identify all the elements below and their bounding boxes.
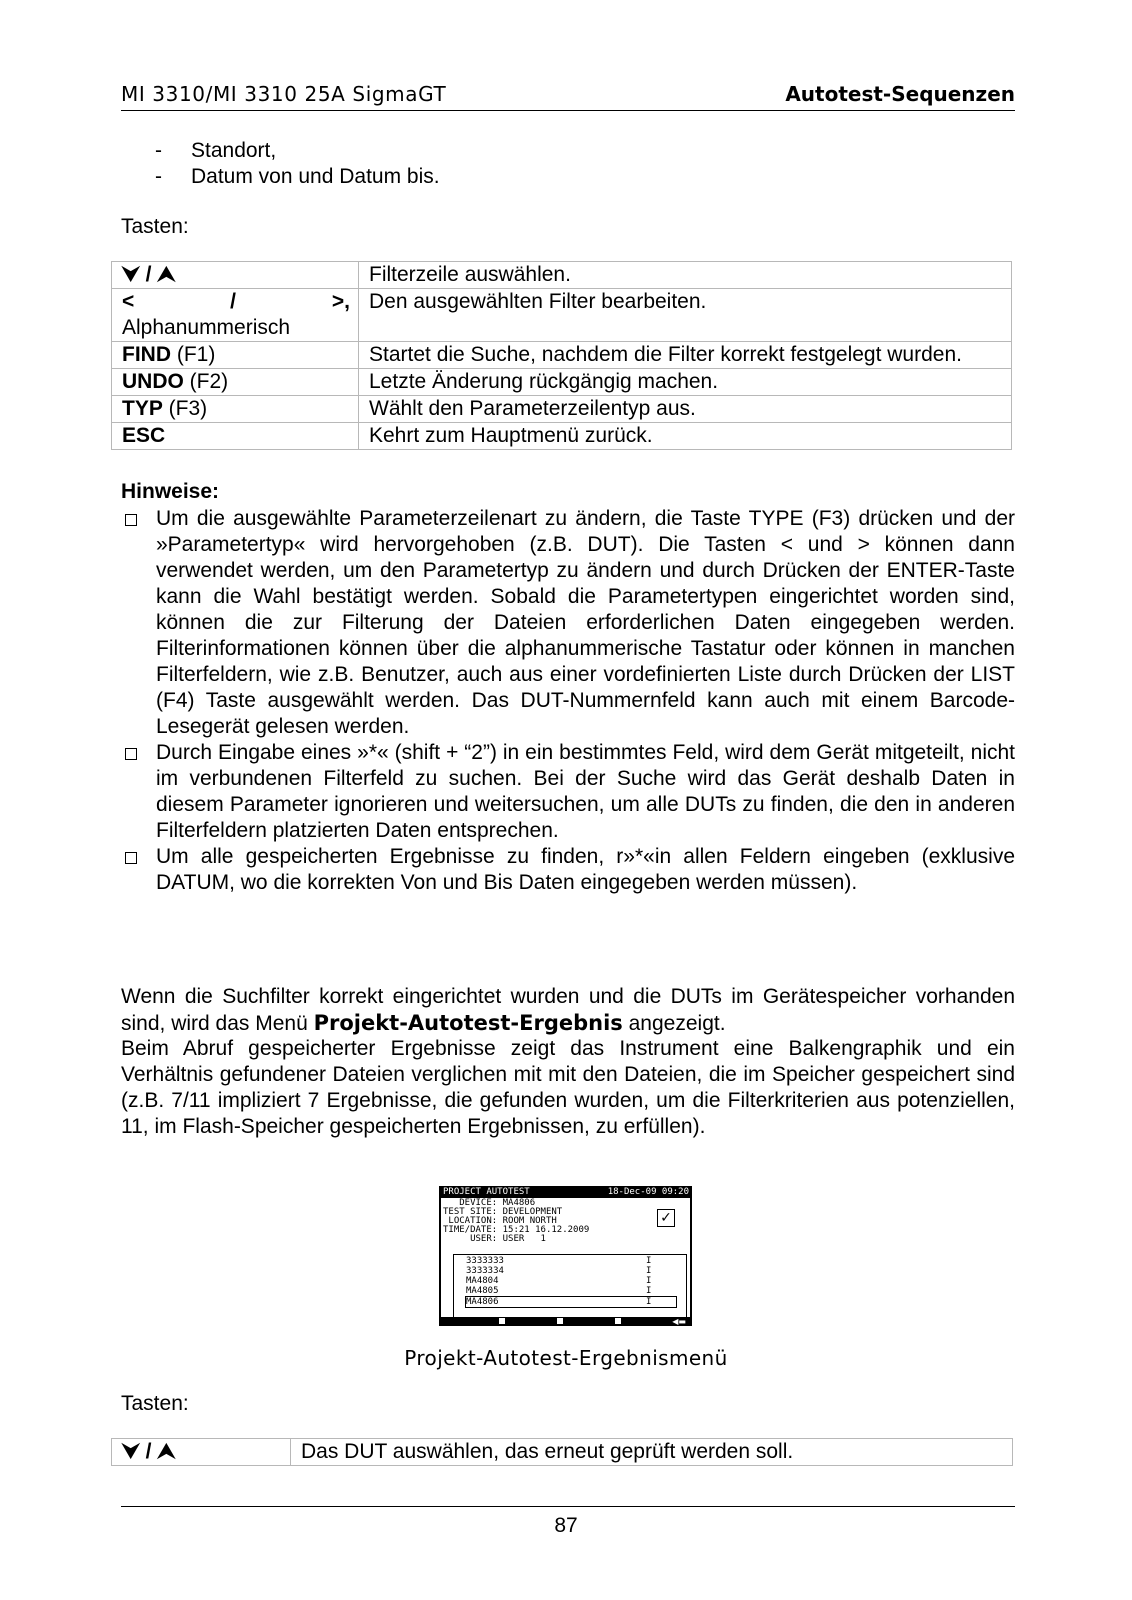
key-name: Alphanummerisch	[122, 316, 291, 339]
list-item-status: I	[646, 1266, 652, 1276]
list-item-selected: MA4806	[466, 1297, 499, 1307]
function-key-marker	[557, 1318, 563, 1324]
bullet-list	[155, 138, 440, 190]
key-description: Den ausgewählten Filter bearbeiten.	[359, 289, 1012, 342]
table-row: UNDO (F2) Letzte Änderung rückgängig machen.	[112, 369, 1012, 396]
keys-table	[111, 261, 1012, 450]
key-description: Startet die Suche, nachdem die Filter korrekt festgelegt wurden.	[359, 342, 1012, 369]
list-item: - Datum von und Datum bis.	[155, 165, 440, 188]
list-item: - Standort,	[155, 139, 277, 162]
screen-result-list	[453, 1254, 687, 1318]
screen-title: PROJECT AUTOTEST	[443, 1187, 530, 1197]
table-row	[112, 262, 1012, 289]
header-manual-title: MI 3310/MI 3310 25A SigmaGT	[121, 82, 447, 106]
function-key-marker	[499, 1318, 505, 1324]
key-arrows-up-down: ⮟ / ⮝	[122, 263, 176, 286]
list-item-status: I	[646, 1256, 652, 1266]
table-row	[112, 1439, 1013, 1466]
key-description: Wählt den Parameterzeilentyp aus.	[359, 396, 1012, 423]
keys-table-2	[111, 1438, 1013, 1466]
key-description: Kehrt zum Hauptmenü zurück.	[359, 423, 1012, 450]
header-section-title: Autotest-Sequenzen	[785, 82, 1015, 106]
footer-divider	[121, 1506, 1015, 1507]
key-description: Filterzeile auswählen.	[359, 262, 1012, 289]
note-item: Um alle gespeicherten Ergebnisse zu finden, r»*«in allen Feldern eingeben (exklusive DATUM, wo die korrekten Von und Bis Daten eingegeben werden müssen).	[121, 844, 1015, 896]
page-header	[121, 80, 1015, 111]
figure-caption: Projekt-Autotest-Ergebnismenü	[404, 1346, 728, 1370]
screen-datetime: 18-Dec-09 09:20	[607, 1187, 689, 1197]
table-row: TYP (F3) Wählt den Parameterzeilentyp aus.	[112, 396, 1012, 423]
list-item: MA4804	[466, 1276, 499, 1286]
checkbox-checked-icon: ✓	[657, 1209, 675, 1227]
hinweise-title: Hinweise:	[121, 480, 220, 503]
paragraph-results-menu: Wenn die Suchfilter korrekt eingerichtet wurden und die DUTs im Gerätespeicher vorhanden sind, wird das Menü Projekt-Autotest-Ergebnis angezeigt.	[121, 985, 1015, 1035]
notes-list	[121, 506, 1015, 896]
key-arrows-left-right: < / >,	[122, 290, 350, 313]
list-item: 3333333	[466, 1256, 504, 1266]
device-screenshot	[439, 1186, 692, 1326]
paragraph-bar-graph: Beim Abruf gespeicherter Ergebnisse zeigt das Instrument eine Balkengraphik und ein Verhältnis gefundener Dateien verglichen mit mit den Dateien, die im Speicher gespeichert sind (z.B. 7/11 impliziert 7 Ergebnisse, die gefunden wurden, um die Filterkriterien aus potenziellen, 11, im Flash-Speicher gespeicherten Ergebnissen, zu erfüllen).	[121, 1037, 1015, 1138]
table-row: FIND (F1) Startet die Suche, nachdem die Filter korrekt festgelegt wurden.	[112, 342, 1012, 369]
tasten-label-2: Tasten:	[121, 1392, 189, 1415]
key-description: Das DUT auswählen, das erneut geprüft werden soll.	[291, 1439, 1013, 1466]
checkbox-bullet-icon	[125, 852, 137, 864]
key-description: Letzte Änderung rückgängig machen.	[359, 369, 1012, 396]
list-item-status: I	[646, 1297, 652, 1307]
note-item: Durch Eingabe eines »*« (shift + “2”) in ein bestimmtes Feld, wird dem Gerät mitgeteilt, nicht im verbundenen Filterfeld zu suchen. Bei der Suche wird das Gerät deshalb Daten in diesem Parameter ignorieren und weitersuchen, um alle DUTs zu finden, die den in anderen Filterfeldern platzierten Daten entsprechen.	[121, 740, 1015, 844]
note-item: Um die ausgewählte Parameterzeilenart zu ändern, die Taste TYPE (F3) drücken und der »Parametertyp« wird hervorgehoben (z.B. DUT). Die Tasten < und > können dann verwendet werden, um den Parametertyp zu ändern und durch Drücken der ENTER-Taste kann die Wahl bestätigt werden. Sobald die Parametertypen eingerichtet worden sind, können die zur Filterung der Dateien erforderlichen Daten eingegeben werden. Filterinformationen können über die alphanummerische Tastatur oder können in manchen Filterfeldern, wie z.B. Benutzer, auch aus einer vordefinierten Liste durch Drücken der LIST (F4) Taste ausgewählt werden. Das DUT-Nummernfeld kann auch mit einem Barcode-Lesegerät gelesen werden.	[121, 506, 1015, 740]
checkbox-bullet-icon	[125, 514, 137, 526]
list-item-status: I	[646, 1276, 652, 1286]
list-item-status: I	[646, 1286, 652, 1296]
selection-highlight	[465, 1296, 677, 1308]
function-key-bar	[439, 1317, 692, 1326]
back-icon: ◀▬	[672, 1317, 686, 1326]
function-key-marker	[615, 1318, 621, 1324]
list-item: 3333334	[466, 1266, 504, 1276]
screen-info-block: DEVICE: MA4806 TEST SITE: DEVELOPMENT LOCATION: ROOM NORTH TIME/DATE: 15:21 16.12.2009 USER: USER 1	[443, 1198, 590, 1244]
key-arrows-up-down: ⮟ / ⮝	[122, 1440, 176, 1463]
checkbox-bullet-icon	[125, 748, 137, 760]
menu-name: Projekt-Autotest-Ergebnis	[313, 1011, 623, 1035]
tasten-label: Tasten:	[121, 215, 189, 238]
table-row	[112, 289, 1012, 342]
table-row: ESC Kehrt zum Hauptmenü zurück.	[112, 423, 1012, 450]
page-number: 87	[554, 1514, 578, 1537]
list-item: MA4805	[466, 1286, 499, 1296]
